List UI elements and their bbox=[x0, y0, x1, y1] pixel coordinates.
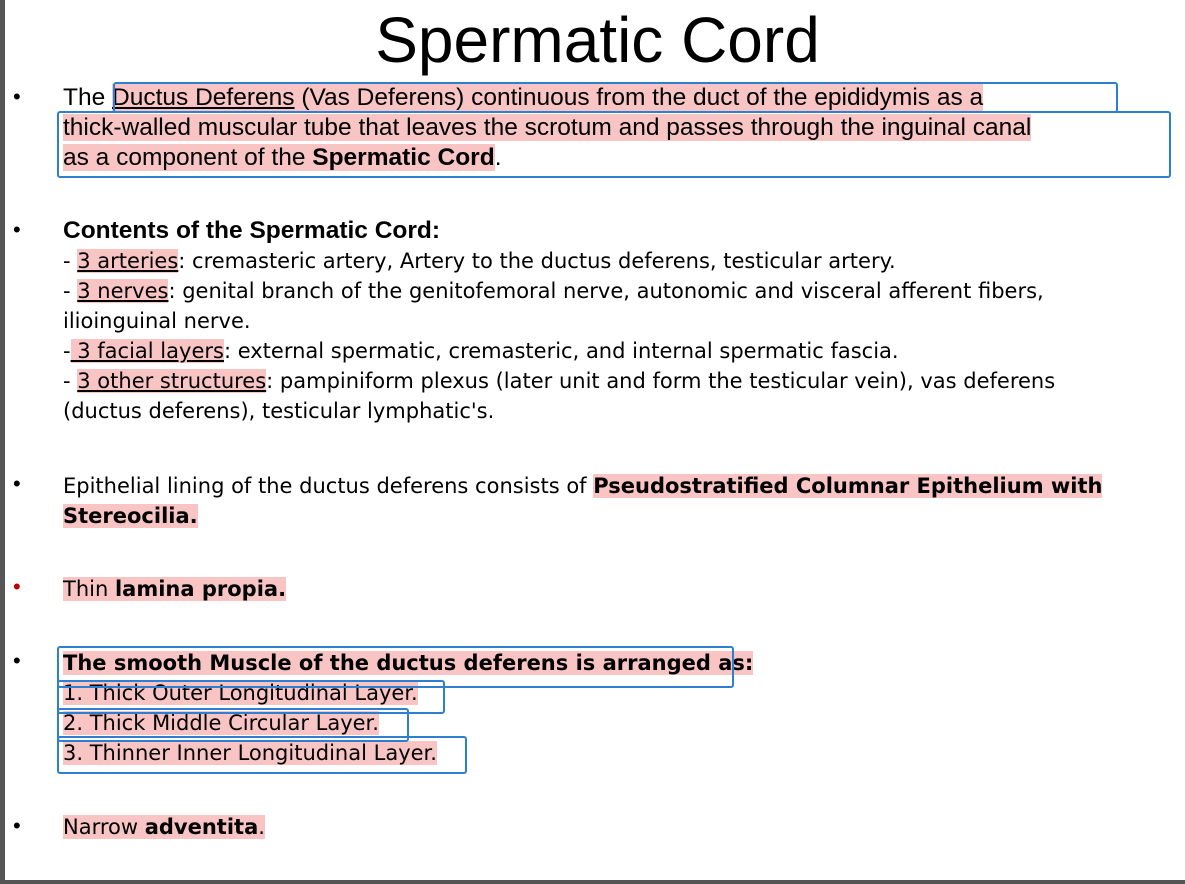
muscle-item-1: 1. Thick Outer Longitudinal Layer. bbox=[63, 681, 418, 705]
fascial-label: 3 facial layers bbox=[70, 339, 224, 363]
ductus-deferens-term: Ductus Deferens bbox=[112, 84, 295, 111]
p1-line1-rest: (Vas Deferens) continuous from the duct of the epididymis as a bbox=[294, 84, 984, 111]
epithelium-bold-1: Pseudostratified Columnar Epithelium with bbox=[593, 474, 1103, 498]
adventitia-text: Narrow bbox=[63, 815, 145, 839]
muscle-heading: The smooth Muscle of the ductus deferens is arranged as: bbox=[63, 651, 754, 675]
paragraph-lamina bbox=[63, 574, 1173, 604]
other-text-2: (ductus deferens), testicular lymphatic's. bbox=[63, 399, 495, 423]
bullet-3: • bbox=[13, 471, 21, 496]
p1-lead: The bbox=[63, 84, 113, 111]
p1-line2: thick-walled muscular tube that leaves the scrotum and passes through the inguinal canal bbox=[63, 114, 1032, 141]
window-edge-bottom bbox=[0, 880, 1185, 884]
paragraph-contents bbox=[63, 216, 1173, 426]
window-edge-left bbox=[0, 0, 5, 884]
arteries-label: 3 arteries bbox=[77, 249, 179, 273]
adventitia-end: . bbox=[258, 815, 265, 839]
nerves-text: : genital branch of the genitofemoral nerve, autonomic and visceral afferent fibers, bbox=[168, 279, 1044, 303]
spermatic-cord-bold: Spermatic Cord bbox=[312, 144, 495, 171]
lamina-bold: lamina propia. bbox=[114, 577, 287, 601]
other-prefix: - bbox=[63, 369, 78, 393]
paragraph-adventitia bbox=[63, 812, 1173, 842]
nerves-prefix: - bbox=[63, 279, 78, 303]
arteries-prefix: - bbox=[63, 249, 78, 273]
bullet-5: • bbox=[13, 648, 21, 673]
arteries-text: : cremasteric artery, Artery to the ductus deferens, testicular artery. bbox=[178, 249, 896, 273]
other-label: 3 other structures bbox=[77, 369, 267, 393]
fascial-text: : external spermatic, cremasteric, and internal spermatic fascia. bbox=[223, 339, 899, 363]
epithelium-bold-2: Stereocilia. bbox=[63, 504, 198, 528]
lamina-text: Thin bbox=[63, 577, 115, 601]
p1-line3-end: . bbox=[494, 144, 502, 171]
bullet-4: • bbox=[13, 574, 21, 599]
other-text: : pampiniform plexus (later unit and form the testicular vein), vas deferens bbox=[266, 369, 1056, 393]
p1-line3-pre: as a component of the bbox=[63, 144, 313, 171]
contents-heading: Contents of the Spermatic Cord: bbox=[63, 217, 441, 244]
nerves-label: 3 nerves bbox=[77, 279, 169, 303]
fascial-prefix: - bbox=[63, 339, 71, 363]
nerves-text-2: ilioinguinal nerve. bbox=[63, 309, 251, 333]
paragraph-ductus-deferens bbox=[63, 83, 1173, 173]
adventitia-bold: adventita bbox=[144, 815, 259, 839]
paragraph-epithelium bbox=[63, 471, 1173, 531]
slide-title: Spermatic Cord bbox=[375, 4, 820, 76]
paragraph-smooth-muscle bbox=[63, 648, 1173, 768]
muscle-item-3: 3. Thinner Inner Longitudinal Layer. bbox=[63, 741, 437, 765]
bullet-1: • bbox=[13, 84, 21, 109]
bullet-6: • bbox=[13, 813, 21, 838]
bullet-2: • bbox=[13, 217, 21, 242]
muscle-item-2: 2. Thick Middle Circular Layer. bbox=[63, 711, 379, 735]
epithelium-text: Epithelial lining of the ductus deferens consists of bbox=[63, 474, 594, 498]
